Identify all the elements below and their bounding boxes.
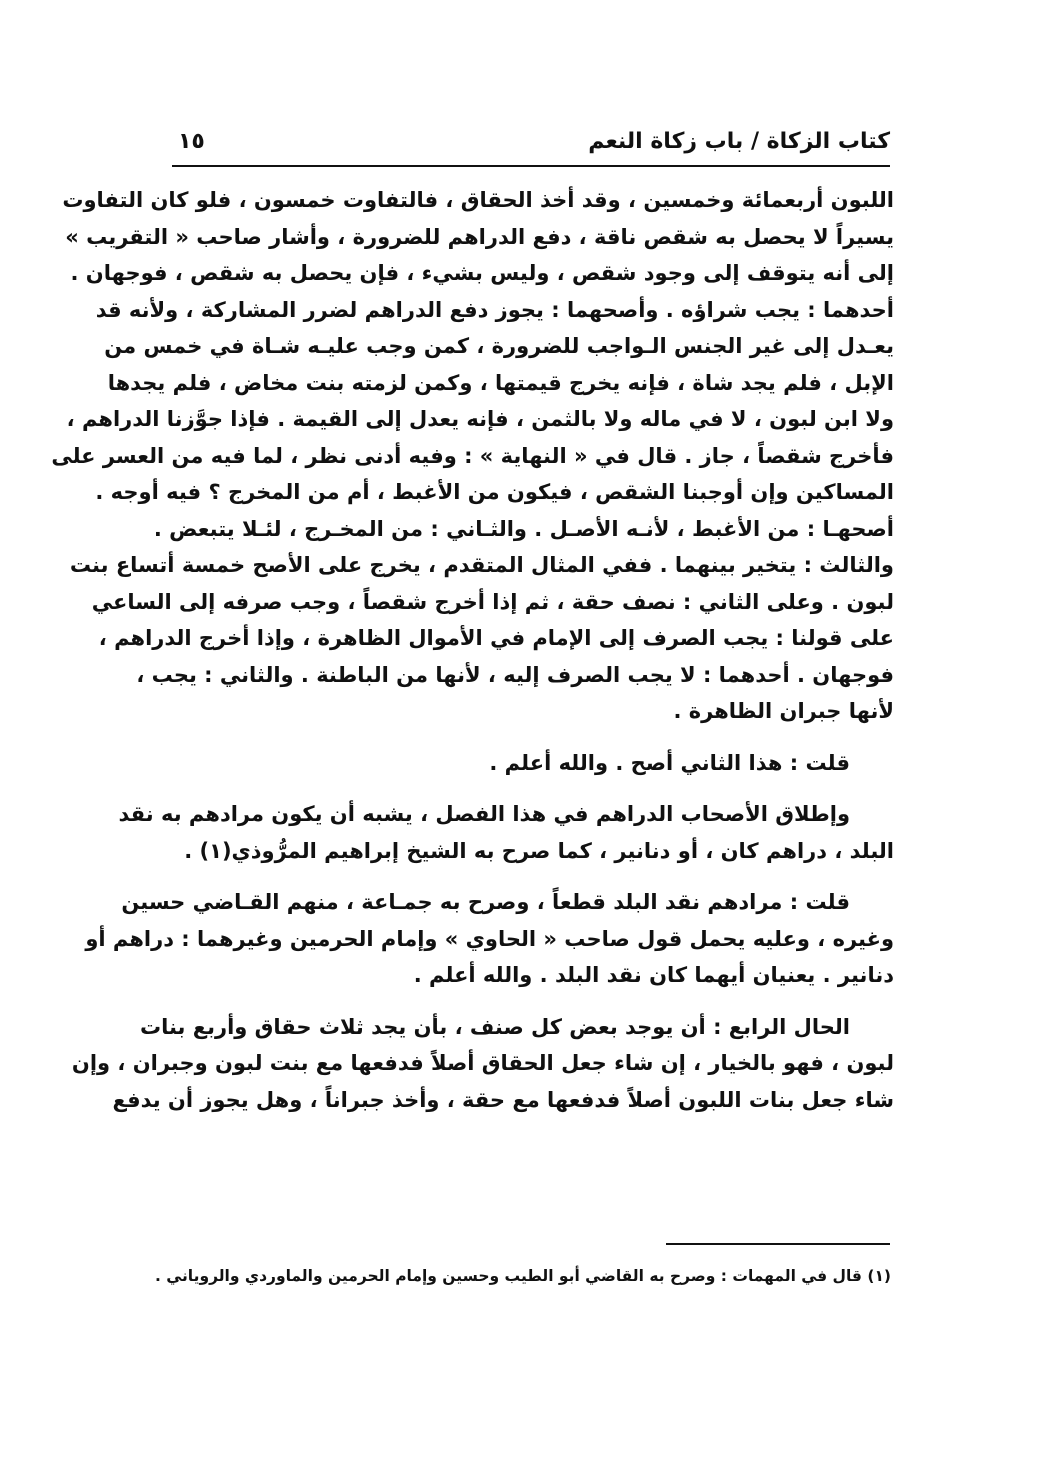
text-line: والثالث : يتخير بينهما . ففي المثال المتقدم ، يخرج على الأصح خمسة أتساع بنت: [69, 553, 894, 577]
text-line: إلى أنه يتوقف إلى وجود شقص ، وليس بشيء ، فإن يحصل به شقص ، فوجهان .: [70, 261, 894, 285]
text-line: لأنها جبران الظاهرة .: [673, 699, 894, 723]
text-line: اللبون أربعمائة وخمسين ، وقد أخذ الحقاق ، فالتفاوت خمسون ، فلو كان التفاوت: [62, 188, 894, 212]
footnote-rule: [666, 1243, 890, 1245]
paragraph: [71, 1009, 894, 1119]
chapter-title: كتاب الزكاة / باب زكاة النعم: [588, 129, 890, 154]
text-line: قلت : هذا الثاني أصح . والله أعلم .: [489, 750, 850, 775]
text-line: الحال الرابع : أن يوجد بعض كل صنف ، بأن يجد ثلاث حقاق وأربع بنات: [140, 1014, 850, 1039]
text-line: دنانير . يعنيان أيهما كان نقد البلد . والله أعلم .: [413, 963, 894, 987]
text-line: البلد ، دراهم كان ، أو دنانير ، كما صرح به الشيخ إبراهيم المرُّوذي(١) .: [184, 838, 894, 863]
text-line: على قولنا : يجب الصرف إلى الإمام في الأموال الظاهرة ، وإذا أخرج الدراهم ،: [98, 626, 894, 650]
header-rule: [172, 165, 890, 167]
text-line: وغيره ، وعليه يحمل قول صاحب « الحاوي » وإمام الحرمين وغيرهما : دراهم أو: [85, 926, 894, 951]
text-line: لبون . وعلى الثاني : نصف حقة ، ثم إذا أخرج شقصاً ، وجب صرفه إلى الساعي: [91, 589, 894, 614]
paragraph: [172, 745, 894, 782]
text-line: وإطلاق الأصحاب الدراهم في هذا الفصل ، يشبه أن يكون مرادهم به نقد: [118, 802, 850, 826]
text-line: فأخرج شقصاً ، جاز . قال في « النهاية » : وفيه أدنى نظر ، لما فيه من العسر على: [51, 443, 894, 468]
page-number: ١٥: [178, 129, 205, 154]
text-line: المساكين وإن أوجبنا الشقص ، فيكون من الأغبط ، أم من المخرج ؟ فيه أوجه .: [95, 480, 894, 504]
text-line: فوجهان . أحدهما : لا يجب الصرف إليه ، لأنها من الباطنة . والثاني : يجب ،: [136, 662, 894, 687]
paragraph: [118, 796, 894, 869]
text-line: يسيراً لا يحصل به شقص ناقة ، دفع الدراهم للضرورة ، وأشار صاحب « التقريب »: [65, 224, 894, 249]
text-line: ولا ابن لبون ، لا في ماله ولا بالثمن ، فإنه يعدل إلى القيمة . فإذا جوَّزنا الدراهم ،: [66, 407, 894, 431]
footnote: (١) قال في المهمات : وصرح به القاضي أبو الطيب وحسين وإمام الحرمين والماوردي والروياني .: [155, 1267, 891, 1285]
page-header: [172, 122, 890, 162]
text-line: أحدهما : يجب شراؤه . وأصحهما : يجوز دفع الدراهم لضرر المشاركة ، ولأنه قد: [95, 297, 894, 322]
text-line: قلت : مرادهم نقد البلد قطعاً ، وصرح به جمـاعة ، منهم القـاضي حسين: [121, 890, 850, 914]
paragraph: [51, 182, 894, 730]
text-line: شاء جعل بنات اللبون أصلاً فدفعها مع حقة ، وأخذ جبراناً ، وهل يجوز أن يدفع: [112, 1087, 894, 1112]
text-line: يعـدل إلى غير الجنس الـواجب للضرورة ، كمن وجب عليـه شـاة في خمس من: [104, 334, 894, 358]
body-text: [51, 182, 894, 1118]
text-line: أصحهـا : من الأغبط ، لأنـه الأصـل . والثـاني : من المخـرج ، لئـلا يتبعض .: [153, 516, 894, 541]
text-line: لبون ، فهو بالخيار ، إن شاء جعل الحقاق أصلاً فدفعها مع بنت لبون وجبران ، وإن: [71, 1051, 894, 1075]
paragraph: [85, 884, 894, 994]
text-line: الإبل ، فلم يجد شاة ، فإنه يخرج قيمتها ، وكمن لزمته بنت مخاض ، فلم يجدها: [107, 370, 894, 395]
